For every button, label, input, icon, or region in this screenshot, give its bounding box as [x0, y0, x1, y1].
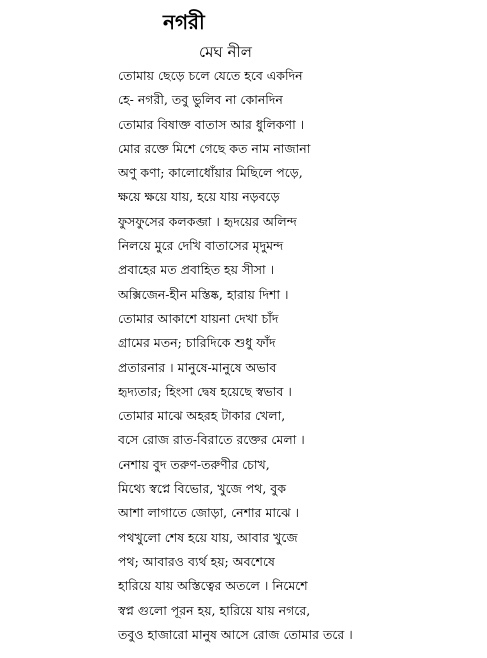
poem-line: হৃদ্যতার; হিংসা দ্বেষ হয়েছে স্বভাব ।: [118, 383, 292, 399]
poem-line: বসে রোজ রাত-বিরাতে রক্তের মেলা ।: [118, 432, 305, 448]
poem-author: মেঘ নীল: [199, 43, 252, 61]
poem-line: ক্ষয়ে ক্ষয়ে যায়, হয়ে যায় নড়বড়ে: [118, 189, 280, 205]
poem-line: মোর রক্তে মিশে গেছে কত নাম নাজানা: [118, 140, 311, 156]
poem-line: পথ; আবারও ব্যর্থ হয়; অবশেষে: [118, 553, 275, 569]
poem-line: তোমার মাঝে অহরহ টাকার খেলা,: [118, 408, 286, 424]
poem-line: তবুও হাজারো মানুষ আসে রোজ তোমার তরে ।: [118, 626, 353, 642]
poem-line: আশা লাগাতে জোড়া, নেশার মাঝে ।: [118, 505, 299, 521]
poem-title: নগরী: [163, 10, 205, 34]
poem-line: তোমার বিষাক্ত বাতাস আর ধুলিকণা ।: [118, 116, 305, 132]
poem-line: হে- নগরী, তবু ভুলিব না কোনদিন: [118, 92, 283, 108]
poem-line: নেশায় বুদ তরুণ-তরুণীর চোখ,: [118, 456, 270, 472]
poem-line: অণু কণা; কালোধোঁয়ার মিছিলে পড়ে,: [118, 165, 303, 181]
poem-line: ফুসফুসের কলকব্জা । হৃদয়ের অলিন্দ: [118, 213, 297, 229]
poem-line: অক্সিজেন-হীন মস্তিষ্ক, হারায় দিশা ।: [118, 286, 289, 302]
poem-body: [118, 64, 478, 647]
poem-line: নিলয়ে মুরে দেখি বাতাসের মৃদুমন্দ: [118, 238, 284, 254]
poem-line: স্বপ্ন গুলো পূরন হয়, হারিয়ে যায় নগরে,: [118, 602, 311, 618]
poem-line: গ্রামের মতন; চারিদিকে শুধু ফাঁদ: [118, 335, 276, 351]
poem-line: তোমায় ছেড়ে চলে যেতে হবে একদিন: [118, 68, 303, 83]
poem-line: প্রতারনার । মানুষে-মানুষে অভাব: [118, 359, 277, 375]
poem-line: তোমার আকাশে যায়না দেখা চাঁদ: [118, 310, 279, 326]
poem-line: প্রবাহের মত প্রবাহিত হয় সীসা ।: [118, 262, 275, 278]
poem-line: পথখুলো শেষ হয়ে যায়, আবার খুজে: [118, 529, 298, 545]
poem-line: মিথ্যে স্বপ্নে বিভোর, খুজে পথ, বুক: [118, 481, 286, 497]
poem-line: হারিয়ে যায় অস্তিত্বের অতলে । নিমেশে: [118, 578, 308, 594]
